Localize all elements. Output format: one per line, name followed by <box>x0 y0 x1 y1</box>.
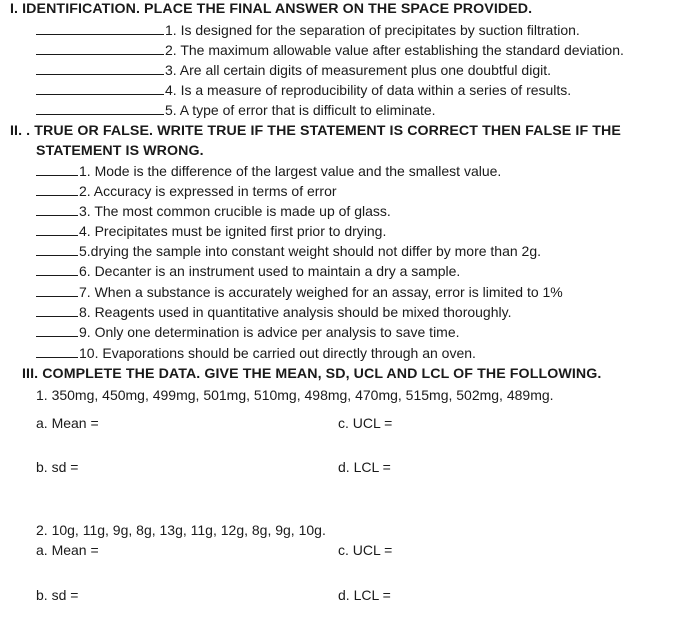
answer-blank[interactable] <box>36 223 78 236</box>
true-false-item-text: 9. Only one determination is advice per analysis to save time. <box>79 324 460 340</box>
true-false-item-text: 2. Accuracy is expressed in terms of error <box>79 183 337 199</box>
problem2-lcl-label: d. LCL = <box>338 587 391 603</box>
true-false-item-7 <box>36 283 563 301</box>
true-false-item-2 <box>36 182 337 200</box>
true-false-item-text: 3. The most common crucible is made up of glass. <box>79 203 391 219</box>
true-false-item-5 <box>36 242 541 260</box>
identification-item-2 <box>36 41 624 59</box>
answer-blank[interactable] <box>36 203 78 216</box>
problem2-ucl-label: c. UCL = <box>338 542 393 558</box>
identification-item-text: 5. A type of error that is difficult to eliminate. <box>165 102 436 118</box>
identification-item-text: 4. Is a measure of reproducibility of data within a series of results. <box>165 82 572 98</box>
identification-item-4 <box>36 81 571 99</box>
answer-blank[interactable] <box>36 345 78 358</box>
true-false-item-6 <box>36 262 460 280</box>
answer-blank[interactable] <box>36 22 164 35</box>
identification-item-text: 1. Is designed for the separation of precipitates by suction filtration. <box>165 22 580 38</box>
answer-blank[interactable] <box>36 62 164 75</box>
identification-item-text: 3. Are all certain digits of measurement plus one doubtful digit. <box>165 62 551 78</box>
identification-item-1 <box>36 21 580 39</box>
true-false-item-1 <box>36 162 501 180</box>
answer-blank[interactable] <box>36 304 78 317</box>
problem1-data: 1. 350mg, 450mg, 499mg, 501mg, 510mg, 498mg, 470mg, 515mg, 502mg, 489mg. <box>36 387 554 403</box>
section2-heading-line1: II. . TRUE OR FALSE. WRITE TRUE IF THE STATEMENT IS CORRECT THEN FALSE IF THE <box>10 123 621 139</box>
answer-blank[interactable] <box>36 42 164 55</box>
true-false-item-text: 4. Precipitates must be ignited first prior to drying. <box>79 223 387 239</box>
true-false-item-text: 7. When a substance is accurately weighed for an assay, error is limited to 1% <box>79 284 563 300</box>
section2-heading-line2: STATEMENT IS WRONG. <box>36 143 204 159</box>
identification-item-3 <box>36 61 551 79</box>
problem2-mean-label: a. Mean = <box>36 542 99 558</box>
problem2-data: 2. 10g, 11g, 9g, 8g, 13g, 11g, 12g, 8g, 9g, 10g. <box>36 522 326 538</box>
identification-item-5 <box>36 101 436 119</box>
problem1-mean-label: a. Mean = <box>36 415 99 431</box>
answer-blank[interactable] <box>36 183 78 196</box>
section1-heading: I. IDENTIFICATION. PLACE THE FINAL ANSWER ON THE SPACE PROVIDED. <box>10 1 533 17</box>
problem2-sd-label: b. sd = <box>36 587 79 603</box>
true-false-item-text: 8. Reagents used in quantitative analysis should be mixed thoroughly. <box>79 304 512 320</box>
problem1-sd-label: b. sd = <box>36 459 79 475</box>
answer-blank[interactable] <box>36 163 78 176</box>
true-false-item-8 <box>36 303 511 321</box>
section3-heading: III. COMPLETE THE DATA. GIVE THE MEAN, SD, UCL AND LCL OF THE FOLLOWING. <box>22 366 602 382</box>
answer-blank[interactable] <box>36 284 78 297</box>
identification-item-text: 2. The maximum allowable value after establishing the standard deviation. <box>165 42 624 58</box>
answer-blank[interactable] <box>36 324 78 337</box>
true-false-item-4 <box>36 222 386 240</box>
true-false-item-text: 1. Mode is the difference of the largest value and the smallest value. <box>79 163 502 179</box>
answer-blank[interactable] <box>36 243 78 256</box>
answer-blank[interactable] <box>36 82 164 95</box>
problem1-ucl-label: c. UCL = <box>338 415 393 431</box>
true-false-item-10 <box>36 344 476 362</box>
true-false-item-text: 5.drying the sample into constant weight should not differ by more than 2g. <box>79 243 542 259</box>
answer-blank[interactable] <box>36 263 78 276</box>
answer-blank[interactable] <box>36 102 164 115</box>
true-false-item-text: 10. Evaporations should be carried out directly through an oven. <box>79 345 476 361</box>
true-false-item-3 <box>36 202 391 220</box>
problem1-lcl-label: d. LCL = <box>338 459 391 475</box>
true-false-item-9 <box>36 323 460 341</box>
true-false-item-text: 6. Decanter is an instrument used to maintain a dry a sample. <box>79 263 461 279</box>
